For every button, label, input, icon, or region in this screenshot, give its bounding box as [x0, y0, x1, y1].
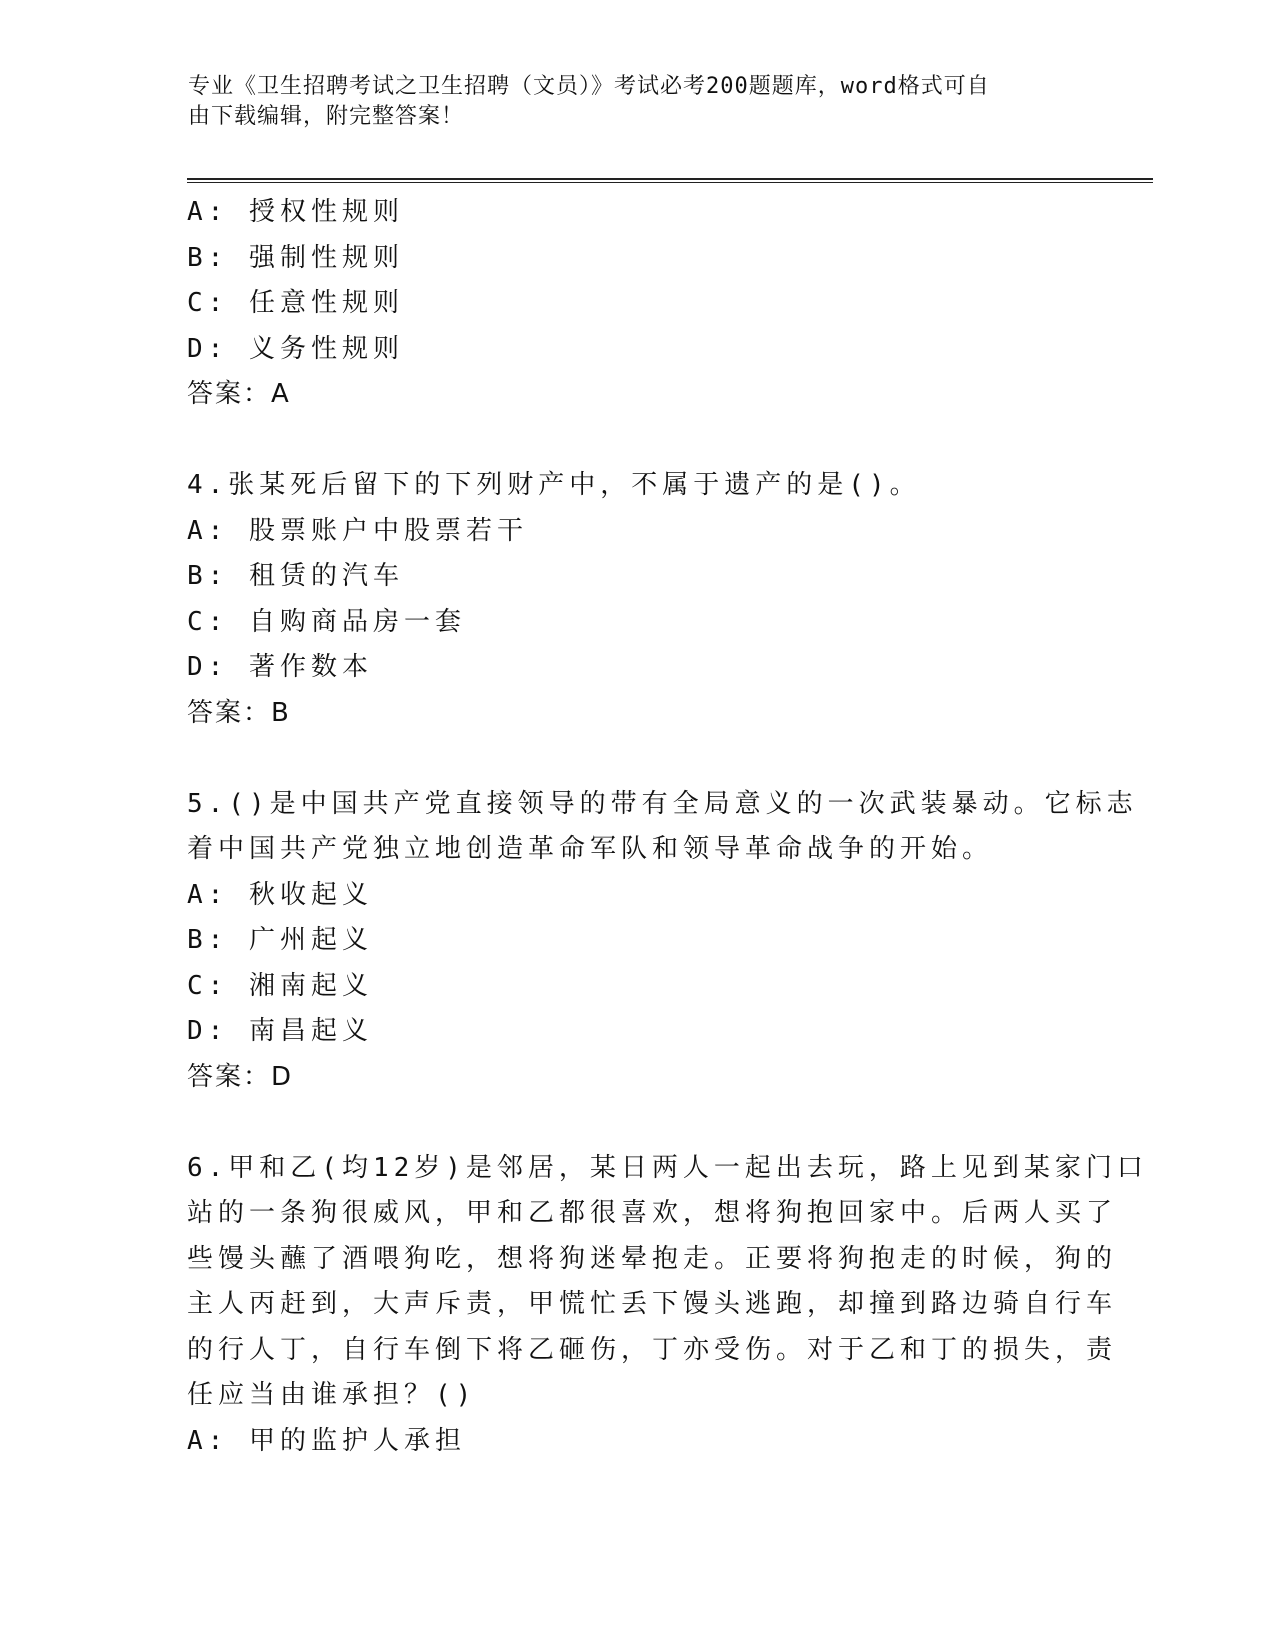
q5-question-line-2: 着中国共产党独立地创造革命军队和领导革命战争的开始。	[187, 834, 994, 864]
q4-question: 4.张某死后留下的下列财产中，不属于遗产的是()。	[187, 470, 921, 500]
header-divider	[187, 178, 1153, 183]
question-6	[187, 1146, 1148, 1465]
q4-answer: 答案：B	[187, 697, 291, 728]
q6-question-line-2: 站的一条狗很威风，甲和乙都很喜欢，想将狗抱回家中。后两人买了	[187, 1198, 1118, 1228]
q4-option-c: C: 自购商品房一套	[187, 606, 466, 637]
q6-question-line-6: 任应当由谁承担？()	[187, 1380, 477, 1410]
question-list	[187, 190, 1148, 1464]
q6-question-line-3: 些馒头蘸了酒喂狗吃，想将狗迷晕抱走。正要将狗抱走的时候，狗的	[187, 1243, 1118, 1274]
question-3	[187, 190, 1087, 418]
q4-option-b: B: 租赁的汽车	[187, 561, 404, 591]
spacer	[187, 1100, 1087, 1146]
q5-option-d: D: 南昌起义	[187, 1016, 373, 1046]
q4-option-d: D: 著作数本	[187, 652, 373, 682]
q5-option-a: A: 秋收起义	[187, 879, 373, 910]
spacer	[187, 418, 1087, 464]
q3-answer: 答案：A	[187, 379, 291, 409]
q6-question-line-1: 6.甲和乙(均12岁)是邻居，某日两人一起出去玩，路上见到某家门口	[187, 1152, 1148, 1183]
q5-option-b: B: 广州起义	[187, 925, 373, 955]
q3-option-a: A: 授权性规则	[187, 197, 404, 227]
spacer	[187, 736, 1087, 782]
document-header	[188, 72, 1068, 132]
q6-question-line-4: 主人丙赶到，大声斥责，甲慌忙丢下馒头逃跑，却撞到路边骑自行车	[187, 1289, 1118, 1319]
q5-question-line-1: 5.()是中国共产党直接领导的带有全局意义的一次武装暴动。它标志	[187, 788, 1138, 819]
q6-question-line-5: 的行人丁，自行车倒下将乙砸伤，丁亦受伤。对于乙和丁的损失，责	[187, 1334, 1118, 1365]
question-5	[187, 782, 1138, 1101]
q5-option-c: C: 湘南起义	[187, 970, 373, 1001]
header-title-line-1: 专业《卫生招聘考试之卫生招聘（文员）》考试必考200题题库，word格式可自	[188, 74, 990, 99]
q3-option-c: C: 任意性规则	[187, 288, 404, 318]
header-title-line-2: 由下载编辑，附完整答案！	[188, 104, 465, 129]
q4-option-a: A: 股票账户中股票若干	[187, 515, 528, 546]
q5-answer: 答案：D	[187, 1061, 294, 1092]
question-4	[187, 463, 1087, 736]
q3-option-b: B: 强制性规则	[187, 242, 404, 273]
q6-option-a: A: 甲的监护人承担	[187, 1425, 466, 1456]
q3-option-d: D: 义务性规则	[187, 333, 404, 364]
